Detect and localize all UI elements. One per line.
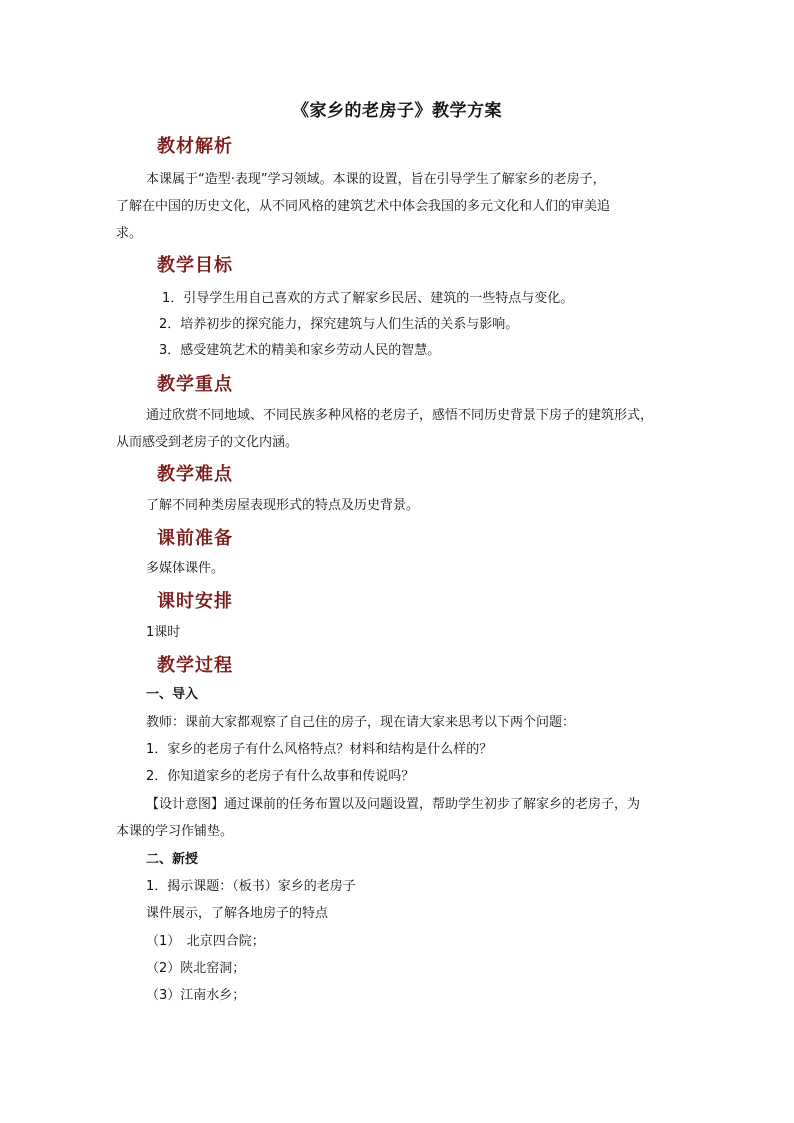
heading-difficulties: 教学难点 <box>157 464 233 485</box>
key-points-line-1: 通过欣赏不同地域、不同民族多种风格的老房子，感悟不同历史背景下房子的建筑形式， <box>146 408 654 423</box>
example-item-3: （3）江南水乡； <box>146 988 246 1003</box>
heading-analysis: 教材解析 <box>157 136 233 157</box>
heading-process: 教学过程 <box>157 655 233 676</box>
preparation-text: 多媒体课件。 <box>146 561 225 576</box>
process-step-1: 1．揭示课题：（板书）家乡的老房子 <box>146 879 356 894</box>
heading-key-points: 教学重点 <box>157 374 233 395</box>
process-part2-title: 二、新授 <box>146 852 199 867</box>
process-step-1-desc: 课件展示，了解各地房子的特点 <box>146 906 329 921</box>
example-item-2: （2）陕北窑洞； <box>146 961 246 976</box>
schedule-text: 1课时 <box>146 625 181 640</box>
key-points-line-2: 从而感受到老房子的文化内涵。 <box>116 435 299 450</box>
heading-goals: 教学目标 <box>157 255 233 276</box>
analysis-line-2: 了解在中国的历史文化，从不同风格的建筑艺术中体会我国的多元文化和人们的审美追 <box>116 199 611 214</box>
example-item-1: （1） 北京四合院； <box>146 934 265 949</box>
document-title: 《家乡的老房子》教学方案 <box>292 101 502 121</box>
analysis-line-3: 求。 <box>116 226 143 241</box>
difficulties-text: 了解不同种类房屋表现形式的特点及历史背景。 <box>146 498 420 513</box>
heading-schedule: 课时安排 <box>157 591 233 612</box>
goal-item-2: 2．培养初步的探究能力，探究建筑与人们生活的关系与影响。 <box>159 317 519 332</box>
goal-item-1: 1．引导学生用自己喜欢的方式了解家乡民居、建筑的一些特点与变化。 <box>162 291 574 306</box>
design-intent-line-2: 本课的学习作铺垫。 <box>116 824 234 839</box>
process-question-2: 2．你知道家乡的老房子有什么故事和传说吗？ <box>146 769 415 784</box>
heading-preparation: 课前准备 <box>157 528 233 549</box>
process-part1-title: 一、导入 <box>146 687 199 702</box>
goal-item-3: 3．感受建筑艺术的精美和家乡劳动人民的智慧。 <box>159 343 441 358</box>
design-intent-line-1: 【设计意图】通过课前的任务布置以及问题设置，帮助学生初步了解家乡的老房子，为 <box>146 797 641 812</box>
analysis-line-1: 本课属于“造型·表现”学习领域。本课的设置，旨在引导学生了解家乡的老房子， <box>146 172 606 187</box>
process-part1-intro: 教师：课前大家都观察了自己住的房子，现在请大家来思考以下两个问题： <box>146 715 576 730</box>
process-question-1: 1．家乡的老房子有什么风格特点？材料和结构是什么样的？ <box>146 742 493 757</box>
